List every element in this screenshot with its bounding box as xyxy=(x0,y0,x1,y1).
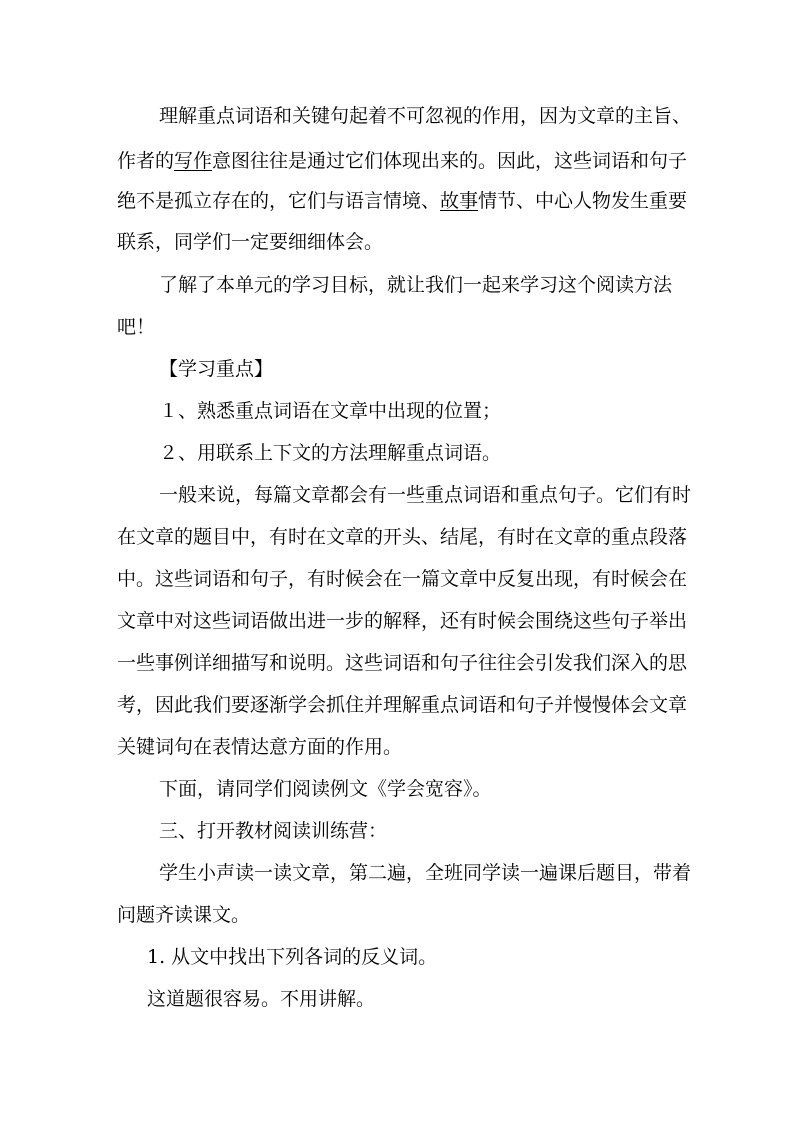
paragraph-3-line-5: 一些事例详细描写和说明。这些词语和句子往往会引发我们深入的思 xyxy=(117,652,688,674)
paragraph-1-line-3 xyxy=(117,190,688,212)
paragraph-3-line-2: 在文章的题目中，有时在文章的开头、结尾，有时在文章的重点段落 xyxy=(117,526,688,548)
paragraph-1-line-2 xyxy=(117,150,688,172)
paragraph-3-line-7: 关键词句在表情达意方面的作用。 xyxy=(117,736,403,758)
paragraph-1-line-1: 理解重点词语和关键句起着不可忽视的作用，因为文章的主旨、 xyxy=(159,105,692,127)
paragraph-2-line-1: 了解了本单元的学习目标，就让我们一起来学习这个阅读方法 xyxy=(159,274,673,296)
paragraph-3-line-3: 中。这些词语和句子，有时候会在一篇文章中反复出现，有时候会在 xyxy=(117,568,688,590)
section-3-heading: 三、打开教材阅读训练营： xyxy=(159,820,388,842)
focus-item-1: １、熟悉重点词语在文章中出现的位置； xyxy=(159,400,502,422)
paragraph-4: 下面，请同学们阅读例文《学会宽容》。 xyxy=(159,778,492,800)
question-1: 1. 从文中找出下列各词的反义词。 xyxy=(147,946,438,968)
question-1-note: 这道题很容易。不用讲解。 xyxy=(147,988,376,1010)
paragraph-5-line-2: 问题齐读课文。 xyxy=(117,904,251,926)
paragraph-3-line-4: 文章中对这些词语做出进一步的解释，还有时候会围绕这些句子举出 xyxy=(117,610,688,632)
text-segment: 情节、中心人物发生重要 xyxy=(478,190,688,212)
text-segment: 作者的 xyxy=(117,150,175,172)
paragraph-3-line-6: 考，因此我们要逐渐学会抓住并理解重点词语和句子并慢慢体会文章 xyxy=(117,694,688,716)
hyperlink-story[interactable]: 故事 xyxy=(440,190,479,212)
paragraph-1-line-4: 联系，同学们一定要细细体会。 xyxy=(117,231,384,253)
text-segment: 意图往往是通过它们体现出来的。因此，这些词语和句子 xyxy=(212,150,688,172)
focus-item-2: ２、用联系上下文的方法理解重点词语。 xyxy=(159,442,502,464)
focus-heading: 【学习重点】 xyxy=(159,358,274,380)
paragraph-2-line-2: 吧！ xyxy=(117,316,156,338)
hyperlink-writing[interactable]: 写作 xyxy=(174,150,213,172)
paragraph-5-line-1: 学生小声读一读文章，第二遍，全班同学读一遍课后题目，带着 xyxy=(159,862,692,884)
paragraph-3-line-1: 一般来说，每篇文章都会有一些重点词语和重点句子。它们有时 xyxy=(159,484,692,506)
text-segment: 绝不是孤立存在的，它们与语言情境、 xyxy=(117,190,441,212)
